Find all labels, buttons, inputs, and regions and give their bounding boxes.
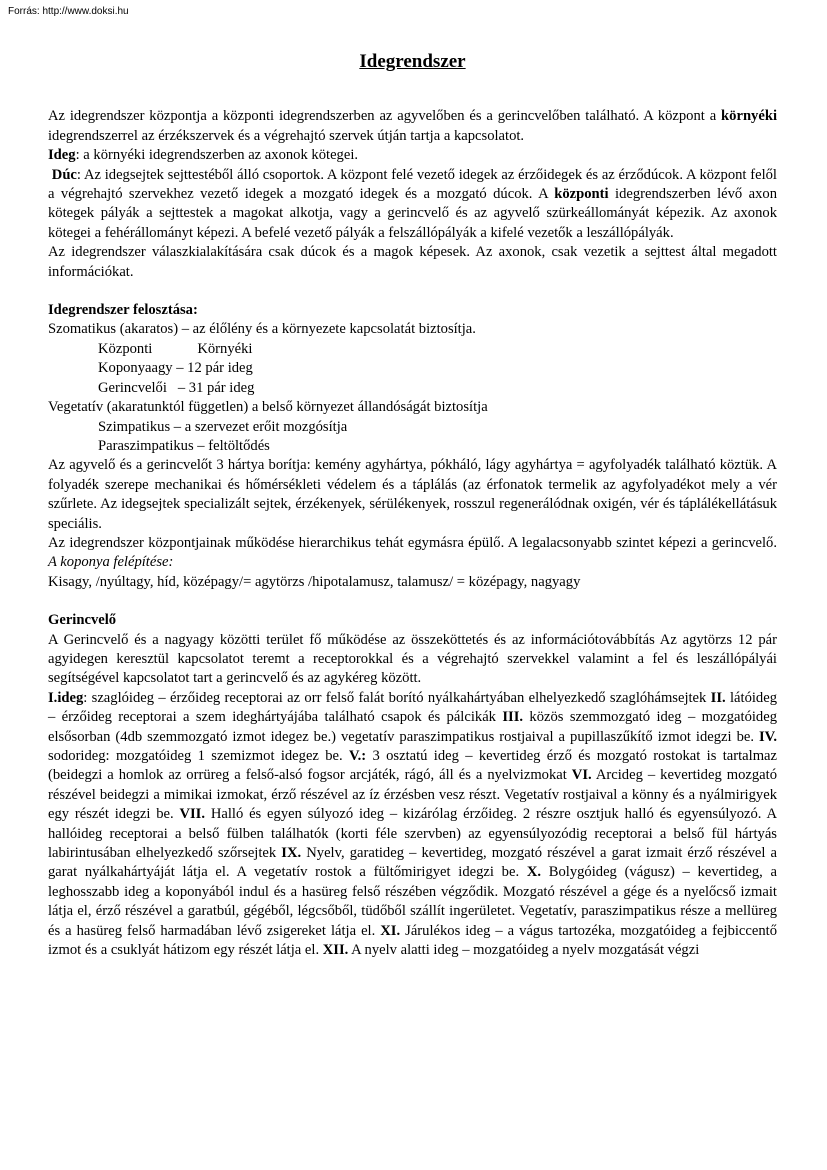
gerincvelo-paragraph: A Gerincvelő és a nagyagy közötti terület fő működése az összeköttetés és az információtovábbítás Az agytörzs 12 pár agyidegen keresztül kapcsolatot teremt a receptorokkal és a végrehajtó szervekkel valamint a fel és leszállópályái segítségével kapcsolatot tart a gerincvelő és az agykéreg között. — [48, 631, 777, 687]
gerincvelo-heading: Gerincvelő — [48, 612, 117, 629]
szomatikus-line: Szomatikus (akaratos) – az élőlény és a környezete kapcsolatát biztosítja. — [48, 321, 476, 338]
szimpatikus-line: Szimpatikus – a szervezet erőit mozgósítja — [98, 418, 348, 435]
intro-last-paragraph: Az idegrendszer válaszkialakítására csak dúcok és a magok képesek. Az axonok, csak vezetik a sejttest által megadott információkat. — [48, 244, 777, 280]
ideg-definition: Ideg: a környéki idegrendszerben az axonok kötegei. — [48, 147, 359, 164]
source-url: Forrás: http://www.doksi.hu — [8, 6, 129, 17]
kozponti-kornyeki-line: Központi Környéki — [98, 340, 253, 357]
gerincveloi-line: Gerincvelői – 31 pár ideg — [98, 379, 255, 396]
page-title: Idegrendszer — [359, 51, 466, 72]
agyidegek-paragraph: I.ideg: szaglóideg – érzőideg receptorai az orr felső falát borító nyálkahártyában elhelyezkedő szaglóhámsejtek II. látóideg – érzőideg receptorai a szem ideghártyájába található csapok és pálcikák III. közös szemmozgató ideg – mozgatóideg elsősorban (4db szemmozgató izmot idegez be.) vegetatív paraszimpatikus rostjaival a pupillaszűkítő izmot idegzi be. IV. sodorideg: mozgatóideg 1 szemizmot idegez be. V.: 3 osztatú ideg – kevertideg érző és mozgató rostokat is tartalmaz (beidegzi a homlok az orrüreg a felső-alsó fogsor arcjáték, rágó, áll és a nyelvizmokat VI. Arcideg – kevertideg mozgató részével beidegzi a mimikai izmokat, érző részével az íz érzésben vesz részt. Vegetatív rostjaival a könny és a nyálmirigyek egy részét idegzi be. VII. Halló és egyen súlyozó ideg – kizárólag érzőideg. 2 részre osztjuk halló és egyensúlyozó. A hallóideg receptorai a belső fülben találhatók (korti féle szervben) az egyensúlyozódig receptorai a belső fül hártyás labirintusában elhelyezkedő szőrsejtek IX. Nyelv, garatideg – kevertideg, mozgató részével a garat izmait érző részével a garat nyálkahártyáját látja el. A vegetatív rostok a fültőmirigyet idegzi be. X. Bolygóideg (vágusz) – kevertideg, a leghosszabb ideg a koponyából indul és a hasüreg felső részében végződik. Mozgató részével a gége és a nyelőcső izmait látja el, érző részével a garatbúl, gégéből, légcsőből, tüdőből szállít ingerületet. Vegetatív, paraszimpatikus része a mellüreg és a hasüreg felső harmadában lévő zsigereket látja el. XI. Járulékos ideg – a vágus tartozéka, mozgatóideg a fejbiccentő izmot és a csuklyát hátizom egy részét látja el. XII. A nyelv alatti ideg – mozgatóideg a nyelv mozgatását végzi — [48, 689, 777, 959]
vegetativ-line: Vegetatív (akaratunktól független) a belső környezet állandóságát biztosítja — [48, 399, 488, 416]
duc-definition: Dúc: Az idegsejtek sejttestéből álló csoportok. A központ felé vezető idegek az érzőidegek és az érződúcok. A központ felől a végrehajtó szervekhez vezető idegek a mozgató idegek és a mozgató dúcok. A központi idegrendszerben lévő axon kötegek pályák a sejttestek a magokat alkotja, vagy a gerincvelő és az agyvelő szürkeállományát képezik. Az axonok kötegei a fehérállományt képezi. A befelé vezető pályák a felszállópályák a kifelé vezetők a leszállópályák. — [48, 166, 777, 241]
paraszimpatikus-line: Paraszimpatikus – feltöltődés — [98, 437, 270, 454]
hartya-paragraph: Az agyvelő és a gerincvelőt 3 hártya borítja: kemény agyhártya, pókháló, lágy agyhártya = agyfolyadék található köztük. A folyadék szerepe mechanikai és hőmérsékleti védelem és a táplálás (az érfonatok termelik az agyfolyadékot mely a vér szűrlete. Az idegsejtek specializált sejtek, érzékenyek, sérülékenyek, rosszul regenerálódnak oxigén, vér és táplálékellátásuk speciális. — [48, 457, 777, 532]
intro-paragraph: Az idegrendszer központja a központi idegrendszerben az agyvelőben és a gerincvelőben található. A központ a környéki idegrendszerrel az érzékszervek és a végrehajtó szervek útján tartja a kapcsolatot. — [48, 108, 777, 144]
koponyaagy-line: Koponyaagy – 12 pár ideg — [98, 360, 253, 377]
felosztas-heading: Idegrendszer felosztása: — [48, 302, 198, 319]
hierarchia-paragraph: Az idegrendszer központjainak működése hierarchikus tehát egymásra épülő. A legalacsonyabb szintet képezi a gerincvelő. A koponya felépítése: — [48, 534, 777, 571]
kisagy-line: Kisagy, /nyúltagy, híd, középagy/= agytörzs /hipotalamusz, talamusz/ = középagy, nagyagy — [48, 573, 581, 590]
document-page — [48, 52, 777, 960]
